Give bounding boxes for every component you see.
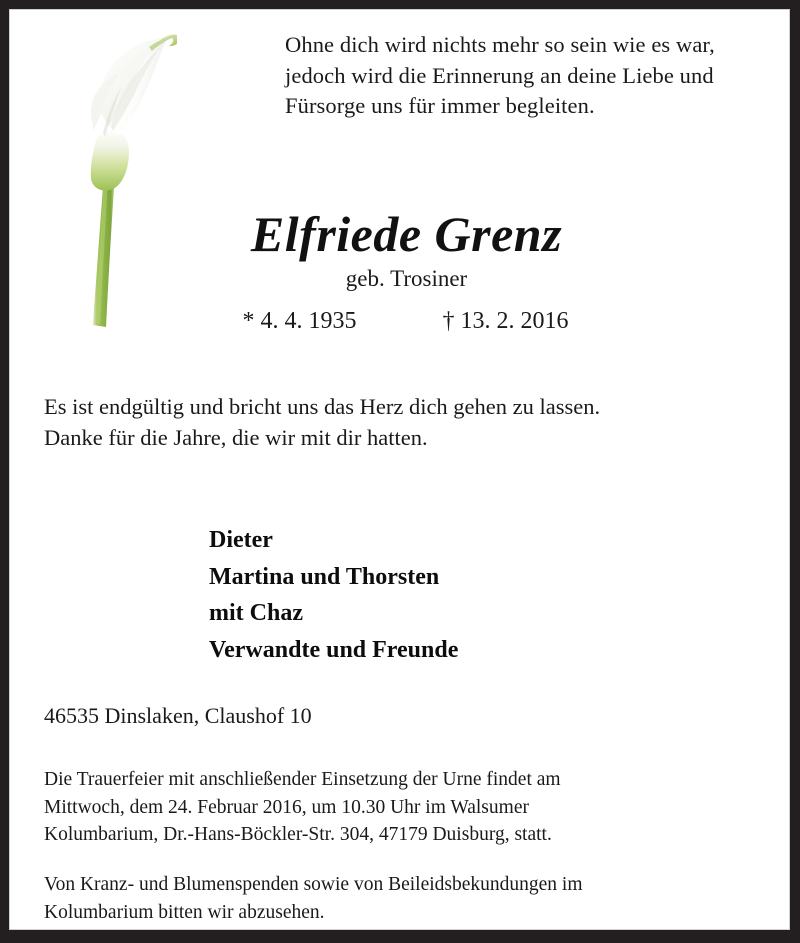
- funeral-service-line-2: Mittwoch, dem 24. Februar 2016, um 10.30 Uhr im Walsumer: [44, 796, 529, 818]
- mourner-item: Martina und Thorsten: [209, 563, 440, 590]
- mourning-verse: [44, 391, 764, 453]
- memorial-quote-line-2: jedoch wird die Erinnerung an deine Liebe und: [285, 62, 714, 88]
- mourner-item: mit Chaz: [209, 600, 303, 626]
- family-address: 46535 Dinslaken, Claushof 10: [44, 703, 312, 728]
- death-date: † 13. 2. 2016: [442, 308, 569, 334]
- life-dates: [9, 306, 790, 336]
- mourners-list: [209, 522, 769, 668]
- memorial-quote-line-3: Fürsorge uns für immer begleiten.: [285, 93, 595, 118]
- deceased-name: Elfriede Grenz: [250, 206, 563, 262]
- funeral-service-details: [44, 766, 766, 849]
- notice-content-area: [9, 9, 790, 930]
- funeral-service-line-1: Die Trauerfeier mit anschließender Einsetzung der Urne findet am: [44, 769, 561, 790]
- mourner-item: Verwandte und Freunde: [209, 636, 459, 663]
- mourning-verse-line-1: Es ist endgültig und bricht uns das Herz dich gehen zu lassen.: [44, 394, 601, 419]
- mourner-item: Dieter: [209, 527, 273, 553]
- mourning-verse-line-2: Danke für die Jahre, die wir mit dir hatten.: [44, 425, 428, 450]
- memorial-quote: [285, 30, 775, 122]
- donations-note-line-1: Von Kranz- und Blumenspenden sowie von Beileidsbekundungen im: [44, 874, 583, 895]
- donations-note-line-2: Kolumbarium bitten wir abzusehen.: [44, 901, 325, 923]
- funeral-service-line-3: Kolumbarium, Dr.-Hans-Böckler-Str. 304, 47179 Duisburg, statt.: [44, 824, 552, 845]
- deceased-maiden-name: geb. Trosiner: [345, 266, 468, 291]
- birth-date: * 4. 4. 1935: [242, 308, 357, 334]
- deceased-name-block: [9, 205, 790, 336]
- donations-note: [44, 871, 766, 926]
- memorial-quote-line-1: Ohne dich wird nichts mehr so sein wie es war,: [285, 32, 715, 57]
